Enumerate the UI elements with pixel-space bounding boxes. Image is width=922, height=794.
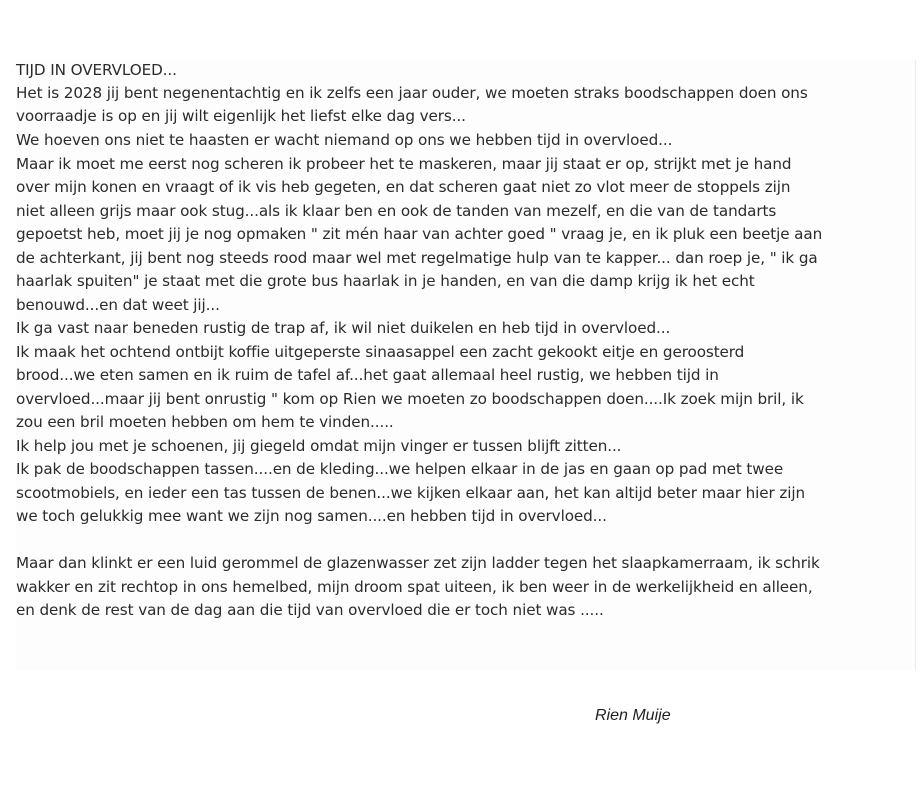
text-line: over mijn konen en vraagt of ik vis heb gegeten, en dat scheren gaat niet zo vlot meer de stoppels zijn	[16, 178, 791, 196]
text-line: niet alleen grijs maar ook stug...als ik klaar ben en ook de tanden van mezelf, en die van de tandarts	[16, 202, 777, 220]
author-signature: Rien Muije	[595, 707, 671, 724]
text-line: de achterkant, jij bent nog steeds rood maar wel met regelmatige hulp van te kapper... dan roep je, " ik ga	[16, 249, 818, 267]
text-line: gepoetst heb, moet jij je nog opmaken " zit mén haar van achter goed " vraag je, en ik pluk een beetje aan	[16, 225, 823, 243]
text-line: zou een bril moeten hebben om hem te vinden.....	[16, 413, 394, 431]
text-line: Ik pak de boodschappen tassen....en de kleding...we helpen elkaar in de jas en gaan op pad met twee	[16, 460, 784, 478]
text-line: brood...we eten samen en ik ruim de tafel af...het gaat allemaal heel rustig, we hebben tijd in	[16, 366, 719, 384]
text-block	[16, 60, 916, 670]
text-line: scootmobiels, en ieder een tas tussen de benen...we kijken elkaar aan, het kan altijd beter maar hier zijn	[16, 484, 806, 502]
text-line: We hoeven ons niet te haasten er wacht niemand op ons we hebben tijd in overvloed...	[16, 131, 673, 149]
text-line: Het is 2028 jij bent negenentachtig en ik zelfs een jaar ouder, we moeten straks boodschappen doen ons	[16, 84, 808, 102]
text-line: Ik maak het ochtend ontbijt koffie uitgeperste sinaasappel een zacht gekookt eitje en geroosterd	[16, 343, 745, 361]
text-line: en denk de rest van de dag aan die tijd van overvloed die er toch niet was .....	[16, 601, 604, 619]
text-line: Maar dan klinkt er een luid gerommel de glazenwasser zet zijn ladder tegen het slaapkamerraam, ik schrik	[16, 554, 820, 572]
text-line: TIJD IN OVERVLOED...	[16, 61, 177, 79]
text-line: overvloed...maar jij bent onrustig " kom op Rien we moeten zo boodschappen doen....Ik zoek mijn bril, ik	[16, 390, 804, 408]
text-line: haarlak spuiten" je staat met die grote bus haarlak in je handen, en van die damp krijg ik het echt	[16, 272, 755, 290]
text-line: we toch gelukkig mee want we zijn nog samen....en hebben tijd in overvloed...	[16, 507, 607, 525]
text-line: benouwd...en dat weet jij...	[16, 296, 220, 314]
text-line: voorraadje is op en jij wilt eigenlijk het liefst elke dag vers...	[16, 107, 466, 125]
text-line: Ik help jou met je schoenen, jij giegeld omdat mijn vinger er tussen blijft zitten...	[16, 437, 622, 455]
text-line: wakker en zit rechtop in ons hemelbed, mijn droom spat uiteen, ik ben weer in de werkelijkheid en alleen,	[16, 578, 813, 596]
text-line: Ik ga vast naar beneden rustig de trap af, ik wil niet duikelen en heb tijd in overvloed...	[16, 319, 671, 337]
text-line: Maar ik moet me eerst nog scheren ik probeer het te maskeren, maar jij staat er op, strijkt met je hand	[16, 155, 792, 173]
